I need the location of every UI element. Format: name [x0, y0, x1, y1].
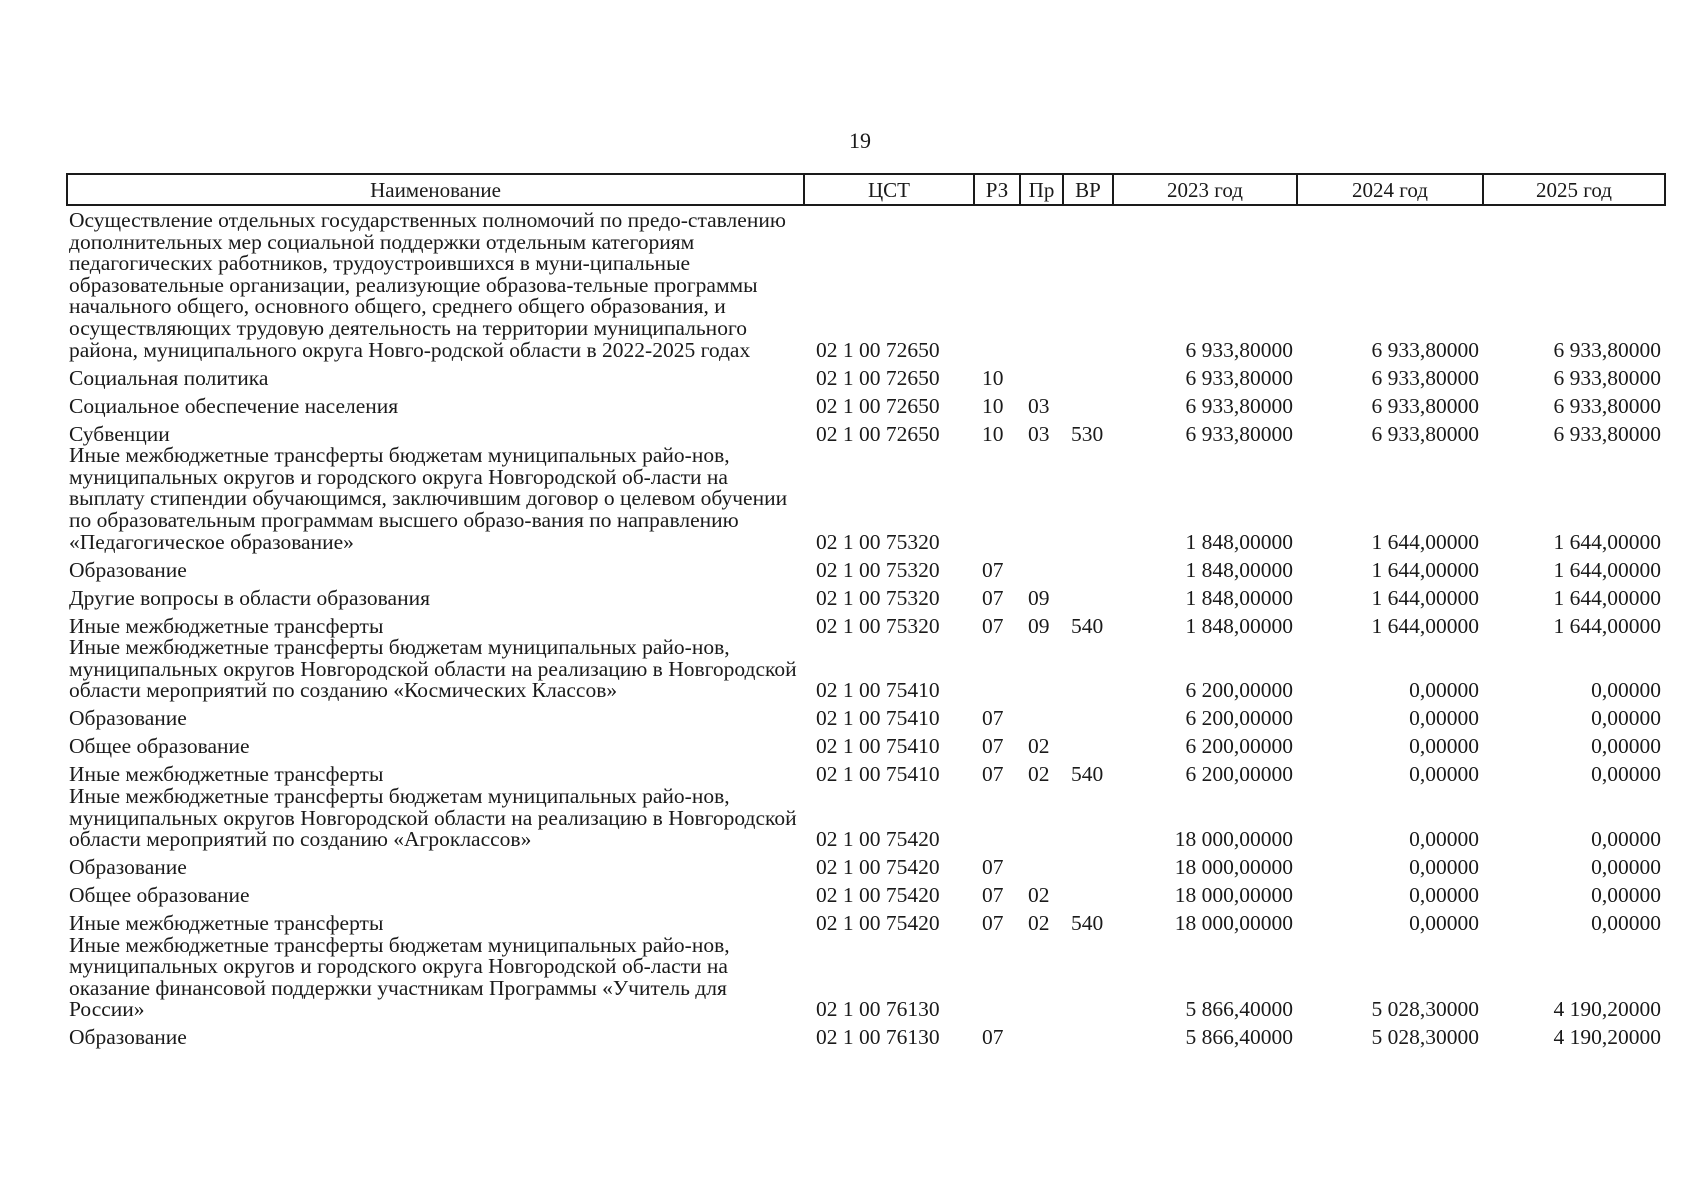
row-2023: 6 200,00000 — [1185, 734, 1293, 759]
row-2023: 1 848,00000 — [1185, 557, 1293, 582]
header-2025: 2025 год — [1483, 174, 1665, 205]
budget-table-container — [66, 173, 1664, 1049]
row-rz: 10 — [982, 365, 1004, 390]
row-pr — [1020, 702, 1063, 730]
row-name: Иные межбюджетные трансферты — [69, 911, 384, 936]
row-name: Иные межбюджетные трансферты бюджетам муниципальных райо-нов, муниципальных округов Новгородской области на реализацию в Новгородской области мероприятий по созданию «Агроклассов» — [69, 783, 797, 852]
row-rz — [974, 445, 1020, 553]
header-name: Наименование — [67, 174, 804, 205]
row-2025: 0,00000 — [1591, 706, 1661, 731]
table-row — [67, 1021, 1665, 1049]
header-2024: 2024 год — [1297, 174, 1483, 205]
row-vr — [1063, 879, 1113, 907]
row-cst: 02 1 00 75420 — [816, 827, 940, 852]
row-name: Субвенции — [69, 421, 170, 446]
row-vr: 540 — [1071, 762, 1104, 787]
row-rz: 10 — [982, 393, 1004, 418]
row-rz: 07 — [982, 557, 1004, 582]
row-cst: 02 1 00 72650 — [816, 337, 940, 362]
row-2024: 0,00000 — [1409, 678, 1479, 703]
row-cst: 02 1 00 72650 — [816, 365, 940, 390]
row-vr — [1063, 786, 1113, 851]
row-2025: 4 190,20000 — [1553, 997, 1661, 1022]
page-number: 19 — [849, 128, 871, 153]
row-rz: 07 — [982, 613, 1004, 638]
table-row — [67, 935, 1665, 1021]
table-row — [67, 389, 1665, 417]
table-row — [67, 907, 1665, 935]
row-name: Социальное обеспечение населения — [69, 393, 399, 418]
row-2024: 0,00000 — [1409, 762, 1479, 787]
row-2024: 1 644,00000 — [1371, 529, 1479, 554]
row-2025: 0,00000 — [1591, 911, 1661, 936]
row-pr — [1020, 786, 1063, 851]
row-cst: 02 1 00 75320 — [816, 529, 940, 554]
row-2023: 18 000,00000 — [1174, 855, 1293, 880]
row-2025: 6 933,80000 — [1553, 337, 1661, 362]
row-pr — [1020, 1021, 1063, 1049]
table-body — [67, 205, 1665, 1049]
row-rz: 07 — [982, 585, 1004, 610]
row-cst: 02 1 00 75410 — [816, 678, 940, 703]
row-2024: 1 644,00000 — [1371, 613, 1479, 638]
row-2023: 1 848,00000 — [1185, 613, 1293, 638]
row-name: Общее образование — [69, 734, 250, 759]
row-rz: 07 — [982, 883, 1004, 908]
row-name: Иные межбюджетные трансферты бюджетам муниципальных райо-нов, муниципальных округов Новгородской области на реализацию в Новгородской области мероприятий по созданию «Космических Классов» — [69, 635, 797, 703]
row-cst: 02 1 00 72650 — [816, 421, 940, 446]
row-pr: 03 — [1028, 421, 1050, 446]
row-pr — [1020, 935, 1063, 1021]
row-vr: 540 — [1071, 613, 1104, 638]
table-row — [67, 205, 1665, 361]
row-rz — [974, 786, 1020, 851]
row-2025: 0,00000 — [1591, 827, 1661, 852]
table-row — [67, 609, 1665, 637]
row-2025: 1 644,00000 — [1553, 613, 1661, 638]
table-row — [67, 758, 1665, 786]
row-cst: 02 1 00 75420 — [816, 855, 940, 880]
row-cst: 02 1 00 75410 — [816, 706, 940, 731]
row-2025: 6 933,80000 — [1553, 393, 1661, 418]
row-cst: 02 1 00 72650 — [816, 393, 940, 418]
row-2023: 18 000,00000 — [1174, 827, 1293, 852]
row-pr — [1020, 851, 1063, 879]
row-vr — [1063, 1021, 1113, 1049]
row-vr — [1063, 205, 1113, 361]
header-vr: ВР — [1063, 174, 1113, 205]
row-cst: 02 1 00 75410 — [816, 734, 940, 759]
row-cst: 02 1 00 75320 — [816, 585, 940, 610]
budget-table — [66, 173, 1666, 1049]
row-2023: 6 933,80000 — [1185, 337, 1293, 362]
row-2023: 18 000,00000 — [1174, 911, 1293, 936]
row-2024: 6 933,80000 — [1371, 393, 1479, 418]
row-cst: 02 1 00 76130 — [816, 997, 940, 1022]
row-2024: 5 028,30000 — [1371, 1025, 1479, 1050]
row-pr: 02 — [1028, 734, 1050, 759]
row-2024: 0,00000 — [1409, 827, 1479, 852]
row-2023: 6 933,80000 — [1185, 393, 1293, 418]
table-row — [67, 851, 1665, 879]
row-vr — [1063, 361, 1113, 389]
row-2023: 5 866,40000 — [1185, 1025, 1293, 1050]
row-name: Иные межбюджетные трансферты бюджетам муниципальных райо-нов, муниципальных округов и городского округа Новгородской об-ласти на оказание финансовой поддержки участникам Программы «Учитель для России» — [69, 932, 730, 1022]
row-vr — [1063, 553, 1113, 581]
row-rz: 07 — [982, 706, 1004, 731]
header-cst: ЦСТ — [804, 174, 974, 205]
row-pr — [1020, 553, 1063, 581]
row-vr — [1063, 389, 1113, 417]
table-row — [67, 879, 1665, 907]
row-rz — [974, 637, 1020, 702]
table-row — [67, 445, 1665, 553]
table-row — [67, 702, 1665, 730]
row-name: Общее образование — [69, 883, 250, 908]
row-name: Образование — [69, 855, 187, 880]
table-row — [67, 786, 1665, 851]
row-2024: 6 933,80000 — [1371, 365, 1479, 390]
row-rz — [974, 205, 1020, 361]
row-cst: 02 1 00 75410 — [816, 762, 940, 787]
row-rz: 07 — [982, 1025, 1004, 1050]
row-2023: 6 933,80000 — [1185, 421, 1293, 446]
row-cst: 02 1 00 75420 — [816, 911, 940, 936]
row-2024: 0,00000 — [1409, 911, 1479, 936]
row-vr — [1063, 702, 1113, 730]
row-2024: 6 933,80000 — [1371, 421, 1479, 446]
row-pr — [1020, 637, 1063, 702]
table-row — [67, 553, 1665, 581]
row-2024: 1 644,00000 — [1371, 585, 1479, 610]
row-pr — [1020, 361, 1063, 389]
row-pr: 09 — [1028, 613, 1050, 638]
row-pr: 02 — [1028, 911, 1050, 936]
row-rz: 10 — [982, 421, 1004, 446]
row-vr — [1063, 935, 1113, 1021]
row-2024: 0,00000 — [1409, 883, 1479, 908]
row-name: Социальная политика — [69, 365, 269, 390]
row-pr: 02 — [1028, 883, 1050, 908]
row-vr — [1063, 581, 1113, 609]
row-name: Образование — [69, 557, 187, 582]
row-rz: 07 — [982, 911, 1004, 936]
row-vr — [1063, 730, 1113, 758]
row-2024: 0,00000 — [1409, 734, 1479, 759]
row-rz: 07 — [982, 734, 1004, 759]
row-2025: 6 933,80000 — [1553, 365, 1661, 390]
row-2023: 1 848,00000 — [1185, 585, 1293, 610]
row-2024: 0,00000 — [1409, 855, 1479, 880]
row-vr: 530 — [1071, 421, 1104, 446]
row-rz: 07 — [982, 855, 1004, 880]
table-row — [67, 417, 1665, 445]
row-name: Осуществление отдельных государственных полномочий по предо-ставлению дополнительных мер социальной поддержки отдельным категориям педагогических работников, трудоустроившихся в муни-ципальные образовательные организации, реализующие образова-тельные программы начального общего, основного общего, среднего общего образования, и осуществляющих трудовую деятельность на территории муниципального района, муниципального округа Новго-родской области в 2022-2025 годах — [69, 208, 786, 362]
row-name: Иные межбюджетные трансферты бюджетам муниципальных райо-нов, муниципальных округов и городского округа Новгородской об-ласти на выплату стипендии обучающимся, заключившим договор о целевом обучении по образовательным программам высшего образо-вания по направлению «Педагогическое образование» — [69, 443, 788, 554]
row-2023: 1 848,00000 — [1185, 529, 1293, 554]
row-vr — [1063, 637, 1113, 702]
row-2024: 6 933,80000 — [1371, 337, 1479, 362]
row-pr: 02 — [1028, 762, 1050, 787]
row-2024: 5 028,30000 — [1371, 997, 1479, 1022]
row-2025: 1 644,00000 — [1553, 557, 1661, 582]
header-rz: РЗ — [974, 174, 1020, 205]
row-2025: 6 933,80000 — [1553, 421, 1661, 446]
row-2025: 0,00000 — [1591, 678, 1661, 703]
row-name: Другие вопросы в области образования — [69, 585, 430, 610]
table-row — [67, 581, 1665, 609]
row-2023: 6 200,00000 — [1185, 706, 1293, 731]
row-name: Иные межбюджетные трансферты — [69, 762, 384, 787]
table-header — [67, 174, 1665, 205]
row-rz: 07 — [982, 762, 1004, 787]
row-2024: 0,00000 — [1409, 706, 1479, 731]
row-rz — [974, 935, 1020, 1021]
table-row — [67, 361, 1665, 389]
row-name: Образование — [69, 1025, 187, 1050]
row-vr — [1063, 445, 1113, 553]
header-2023: 2023 год — [1113, 174, 1297, 205]
row-cst: 02 1 00 75420 — [816, 883, 940, 908]
header-pr: Пр — [1020, 174, 1063, 205]
row-name: Иные межбюджетные трансферты — [69, 613, 384, 638]
row-2025: 1 644,00000 — [1553, 529, 1661, 554]
row-2025: 4 190,20000 — [1553, 1025, 1661, 1050]
table-row — [67, 730, 1665, 758]
row-vr — [1063, 851, 1113, 879]
row-2025: 1 644,00000 — [1553, 585, 1661, 610]
header-row — [67, 174, 1665, 205]
row-2023: 18 000,00000 — [1174, 883, 1293, 908]
row-2025: 0,00000 — [1591, 762, 1661, 787]
row-pr — [1020, 205, 1063, 361]
row-2023: 6 200,00000 — [1185, 762, 1293, 787]
row-2023: 6 200,00000 — [1185, 678, 1293, 703]
row-2025: 0,00000 — [1591, 734, 1661, 759]
row-pr: 03 — [1028, 393, 1050, 418]
row-pr — [1020, 445, 1063, 553]
row-cst: 02 1 00 76130 — [816, 1025, 940, 1050]
row-cst: 02 1 00 75320 — [816, 557, 940, 582]
row-name: Образование — [69, 706, 187, 731]
table-row — [67, 637, 1665, 702]
row-2023: 5 866,40000 — [1185, 997, 1293, 1022]
row-2024: 1 644,00000 — [1371, 557, 1479, 582]
row-2023: 6 933,80000 — [1185, 365, 1293, 390]
row-vr: 540 — [1071, 911, 1104, 936]
row-2025: 0,00000 — [1591, 855, 1661, 880]
row-pr: 09 — [1028, 585, 1050, 610]
row-cst: 02 1 00 75320 — [816, 613, 940, 638]
row-2025: 0,00000 — [1591, 883, 1661, 908]
